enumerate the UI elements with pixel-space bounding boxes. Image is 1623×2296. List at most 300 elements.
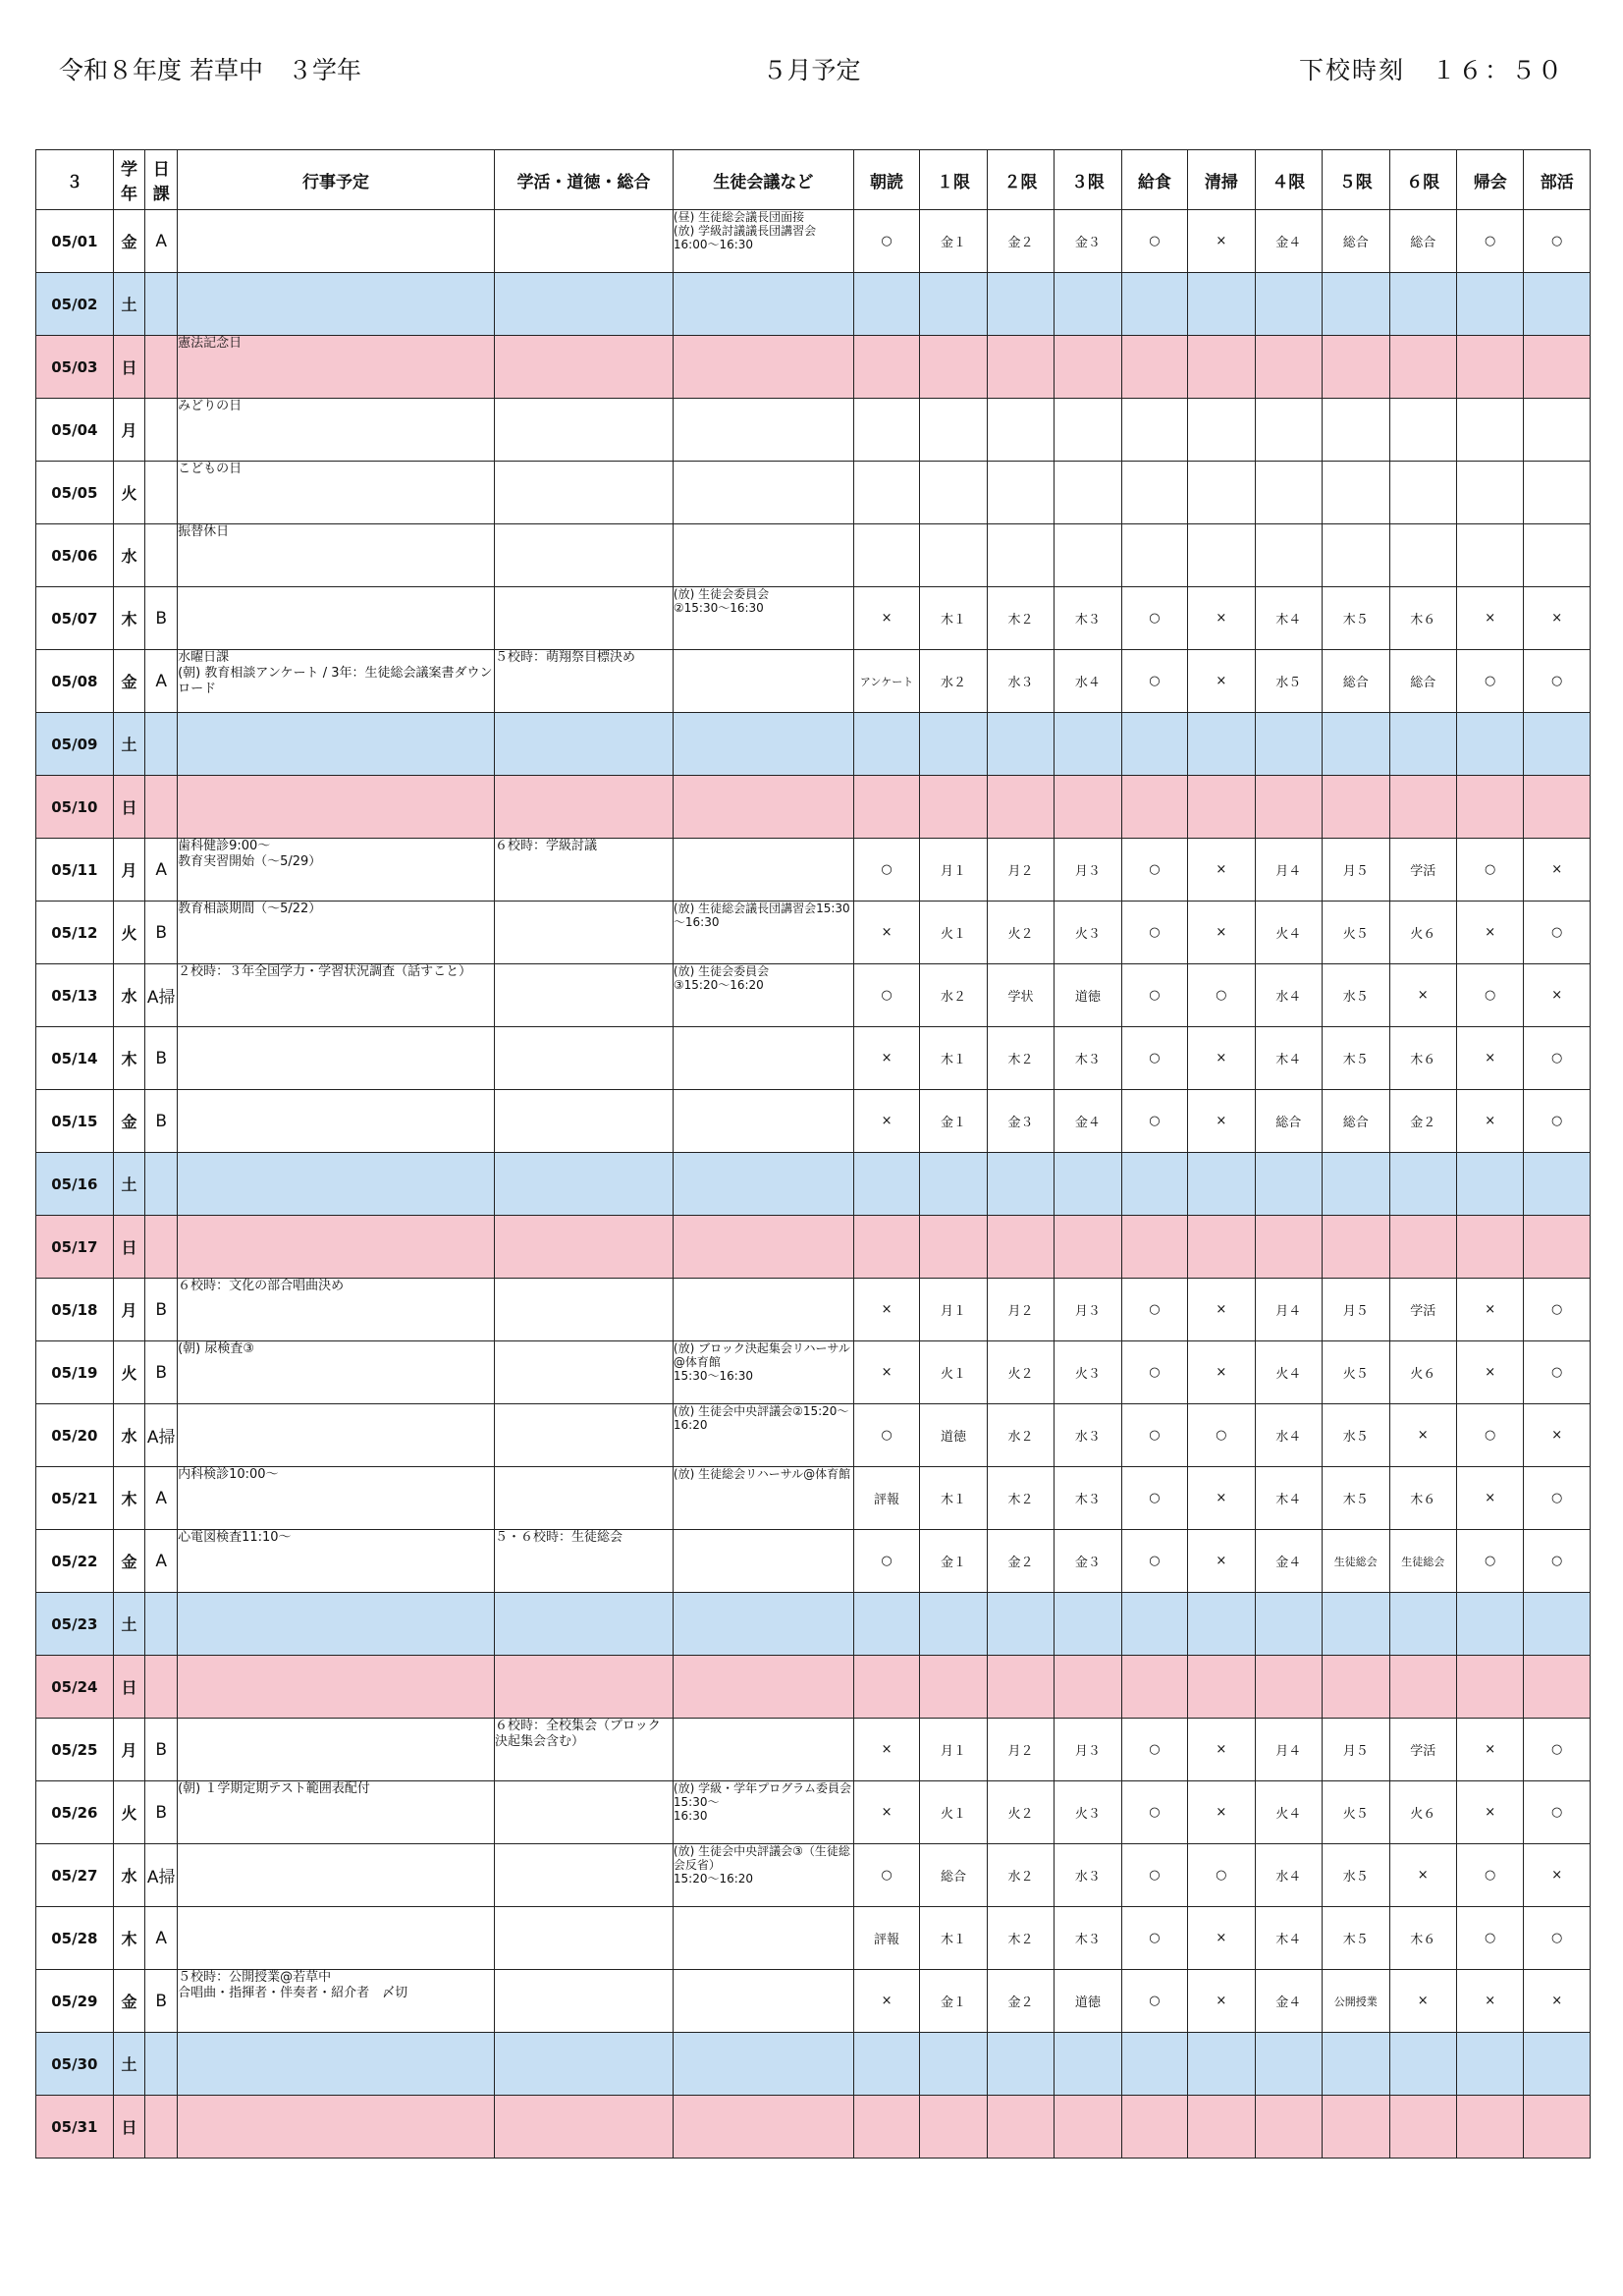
event-cell bbox=[178, 1907, 495, 1970]
date-cell: 05/26 bbox=[36, 1781, 114, 1844]
council-cell bbox=[673, 1593, 853, 1656]
event-cell bbox=[178, 2096, 495, 2159]
event-cell bbox=[178, 1593, 495, 1656]
column-header: 清掃 bbox=[1188, 150, 1255, 210]
weekday-cell: 火 bbox=[113, 1341, 145, 1404]
period-cell bbox=[1389, 2033, 1456, 2096]
period-cell bbox=[1255, 713, 1322, 776]
day-row bbox=[36, 273, 1591, 336]
period-cell bbox=[920, 776, 987, 839]
period-cell: ○ bbox=[1524, 210, 1591, 273]
period-cell bbox=[1121, 462, 1187, 524]
date-cell: 05/27 bbox=[36, 1844, 114, 1907]
period-cell: × bbox=[853, 1781, 919, 1844]
period-cell bbox=[1055, 2096, 1121, 2159]
period-cell: 金１ bbox=[920, 1090, 987, 1153]
column-header: ６限 bbox=[1389, 150, 1456, 210]
weekday-cell: 金 bbox=[113, 650, 145, 713]
date-cell: 05/29 bbox=[36, 1970, 114, 2033]
date-cell: 05/23 bbox=[36, 1593, 114, 1656]
period-cell bbox=[1323, 2033, 1389, 2096]
schedule-type-cell: B bbox=[145, 902, 178, 964]
period-cell: × bbox=[1188, 587, 1255, 650]
period-cell bbox=[987, 2096, 1054, 2159]
period-cell: ○ bbox=[853, 964, 919, 1027]
period-cell bbox=[920, 336, 987, 399]
period-cell: 木２ bbox=[987, 1907, 1054, 1970]
period-cell: 月２ bbox=[987, 1279, 1054, 1341]
period-cell: 水３ bbox=[1055, 1404, 1121, 1467]
period-cell bbox=[1188, 713, 1255, 776]
period-cell bbox=[1255, 2033, 1322, 2096]
class-activity-cell: ６校時：全校集会（ブロック決起集会含む） bbox=[494, 1719, 673, 1781]
period-cell bbox=[987, 1656, 1054, 1719]
class-activity-cell bbox=[494, 524, 673, 587]
period-cell: ○ bbox=[853, 210, 919, 273]
period-cell: × bbox=[1389, 1404, 1456, 1467]
period-cell bbox=[1456, 462, 1523, 524]
column-header: 日課 bbox=[145, 150, 178, 210]
period-cell: 木６ bbox=[1389, 1907, 1456, 1970]
period-cell bbox=[920, 2033, 987, 2096]
period-cell: 木４ bbox=[1255, 587, 1322, 650]
period-cell bbox=[1255, 776, 1322, 839]
period-cell bbox=[1188, 1153, 1255, 1216]
weekday-cell: 水 bbox=[113, 1844, 145, 1907]
schedule-type-cell bbox=[145, 1216, 178, 1279]
schedule-type-cell bbox=[145, 273, 178, 336]
day-row bbox=[36, 1279, 1591, 1341]
period-cell bbox=[853, 713, 919, 776]
period-cell: × bbox=[1188, 839, 1255, 902]
period-cell: 木６ bbox=[1389, 587, 1456, 650]
period-cell: 水２ bbox=[987, 1404, 1054, 1467]
period-cell: 道徳 bbox=[920, 1404, 987, 1467]
period-cell: 水２ bbox=[920, 650, 987, 713]
period-cell bbox=[920, 1593, 987, 1656]
period-cell: 水４ bbox=[1055, 650, 1121, 713]
period-cell bbox=[1323, 524, 1389, 587]
schedule-type-cell: A bbox=[145, 650, 178, 713]
period-cell: 総合 bbox=[920, 1844, 987, 1907]
class-activity-cell: ５・６校時：生徒総会 bbox=[494, 1530, 673, 1593]
council-cell bbox=[673, 524, 853, 587]
period-cell bbox=[1255, 336, 1322, 399]
date-cell: 05/20 bbox=[36, 1404, 114, 1467]
class-activity-cell bbox=[494, 210, 673, 273]
period-cell bbox=[987, 273, 1054, 336]
period-cell bbox=[1055, 336, 1121, 399]
date-cell: 05/17 bbox=[36, 1216, 114, 1279]
period-cell: ○ bbox=[1188, 1404, 1255, 1467]
period-cell: × bbox=[1188, 1341, 1255, 1404]
date-cell: 05/21 bbox=[36, 1467, 114, 1530]
month-title: ５月予定 bbox=[762, 56, 861, 84]
period-cell bbox=[1323, 273, 1389, 336]
class-activity-cell bbox=[494, 1970, 673, 2033]
day-row bbox=[36, 1656, 1591, 1719]
period-cell: 評報 bbox=[853, 1467, 919, 1530]
period-cell: 火４ bbox=[1255, 902, 1322, 964]
event-cell: 教育相談期間（～5/22） bbox=[178, 902, 495, 964]
class-activity-cell bbox=[494, 1341, 673, 1404]
period-cell: 金４ bbox=[1055, 1090, 1121, 1153]
period-cell bbox=[920, 273, 987, 336]
period-cell: ○ bbox=[1121, 1781, 1187, 1844]
period-cell: × bbox=[1456, 902, 1523, 964]
period-cell bbox=[1121, 776, 1187, 839]
event-cell bbox=[178, 713, 495, 776]
period-cell: 総合 bbox=[1323, 1090, 1389, 1153]
period-cell: 金４ bbox=[1255, 210, 1322, 273]
period-cell: 木５ bbox=[1323, 1467, 1389, 1530]
period-cell: ○ bbox=[1524, 650, 1591, 713]
day-row bbox=[36, 2033, 1591, 2096]
period-cell bbox=[987, 1593, 1054, 1656]
period-cell: 総合 bbox=[1323, 650, 1389, 713]
council-cell: (放) 生徒総会議長団講習会15:30～16:30 bbox=[673, 902, 853, 964]
period-cell: 金４ bbox=[1255, 1530, 1322, 1593]
period-cell bbox=[1255, 1656, 1322, 1719]
council-cell bbox=[673, 336, 853, 399]
event-cell bbox=[178, 776, 495, 839]
period-cell bbox=[1524, 1656, 1591, 1719]
period-cell bbox=[1188, 1593, 1255, 1656]
date-cell: 05/14 bbox=[36, 1027, 114, 1090]
period-cell bbox=[1323, 336, 1389, 399]
schedule-type-cell: B bbox=[145, 1970, 178, 2033]
class-activity-cell bbox=[494, 1781, 673, 1844]
period-cell: ○ bbox=[853, 1844, 919, 1907]
period-cell bbox=[1121, 713, 1187, 776]
period-cell bbox=[987, 2033, 1054, 2096]
period-cell: 水４ bbox=[1255, 1404, 1322, 1467]
council-cell bbox=[673, 1907, 853, 1970]
council-cell bbox=[673, 2033, 853, 2096]
period-cell: ○ bbox=[1121, 210, 1187, 273]
period-cell bbox=[1323, 399, 1389, 462]
period-cell: 水５ bbox=[1323, 964, 1389, 1027]
class-activity-cell bbox=[494, 1216, 673, 1279]
period-cell bbox=[1524, 2033, 1591, 2096]
schedule-type-cell: B bbox=[145, 1027, 178, 1090]
period-cell: × bbox=[1188, 1970, 1255, 2033]
event-cell bbox=[178, 2033, 495, 2096]
period-cell: ○ bbox=[1456, 650, 1523, 713]
period-cell: 学活 bbox=[1389, 1279, 1456, 1341]
period-cell: × bbox=[1188, 1530, 1255, 1593]
period-cell: ○ bbox=[1121, 1279, 1187, 1341]
period-cell: 火６ bbox=[1389, 1341, 1456, 1404]
period-cell: × bbox=[853, 1279, 919, 1341]
event-cell bbox=[178, 210, 495, 273]
period-cell bbox=[853, 273, 919, 336]
event-cell bbox=[178, 1090, 495, 1153]
period-cell bbox=[1255, 399, 1322, 462]
weekday-cell: 日 bbox=[113, 2096, 145, 2159]
weekday-cell: 水 bbox=[113, 524, 145, 587]
period-cell: 学活 bbox=[1389, 1719, 1456, 1781]
period-cell bbox=[1255, 462, 1322, 524]
council-cell bbox=[673, 1719, 853, 1781]
day-row bbox=[36, 399, 1591, 462]
weekday-cell: 金 bbox=[113, 1090, 145, 1153]
period-cell: 火２ bbox=[987, 902, 1054, 964]
period-cell bbox=[1389, 1216, 1456, 1279]
period-cell: ○ bbox=[1121, 1404, 1187, 1467]
event-cell bbox=[178, 1719, 495, 1781]
date-cell: 05/01 bbox=[36, 210, 114, 273]
date-cell: 05/08 bbox=[36, 650, 114, 713]
schedule-type-cell: B bbox=[145, 1341, 178, 1404]
period-cell: 月１ bbox=[920, 1719, 987, 1781]
period-cell bbox=[1456, 524, 1523, 587]
period-cell bbox=[1323, 1656, 1389, 1719]
period-cell: ○ bbox=[1121, 964, 1187, 1027]
class-activity-cell bbox=[494, 273, 673, 336]
period-cell: 木３ bbox=[1055, 1467, 1121, 1530]
period-cell: × bbox=[1456, 1781, 1523, 1844]
schedule-type-cell bbox=[145, 776, 178, 839]
period-cell: 月２ bbox=[987, 839, 1054, 902]
council-cell bbox=[673, 399, 853, 462]
period-cell: ○ bbox=[1456, 210, 1523, 273]
period-cell bbox=[1323, 713, 1389, 776]
day-row bbox=[36, 776, 1591, 839]
period-cell bbox=[1524, 1216, 1591, 1279]
event-cell: 内科検診10:00～ bbox=[178, 1467, 495, 1530]
day-row bbox=[36, 524, 1591, 587]
date-cell: 05/11 bbox=[36, 839, 114, 902]
period-cell bbox=[987, 462, 1054, 524]
period-cell: 火４ bbox=[1255, 1781, 1322, 1844]
period-cell: 木１ bbox=[920, 1907, 987, 1970]
period-cell bbox=[1389, 2096, 1456, 2159]
day-row bbox=[36, 1907, 1591, 1970]
period-cell: × bbox=[1524, 1404, 1591, 1467]
weekday-cell: 月 bbox=[113, 839, 145, 902]
period-cell: 木４ bbox=[1255, 1467, 1322, 1530]
period-cell bbox=[987, 399, 1054, 462]
period-cell bbox=[1524, 524, 1591, 587]
weekday-cell: 土 bbox=[113, 2033, 145, 2096]
period-cell: × bbox=[853, 1970, 919, 2033]
date-cell: 05/06 bbox=[36, 524, 114, 587]
period-cell bbox=[1055, 2033, 1121, 2096]
council-cell bbox=[673, 1090, 853, 1153]
day-row bbox=[36, 650, 1591, 713]
period-cell: ○ bbox=[1456, 964, 1523, 1027]
period-cell: 金３ bbox=[987, 1090, 1054, 1153]
period-cell bbox=[1121, 1216, 1187, 1279]
column-header: 帰会 bbox=[1456, 150, 1523, 210]
period-cell bbox=[1389, 1593, 1456, 1656]
period-cell bbox=[987, 713, 1054, 776]
date-cell: 05/30 bbox=[36, 2033, 114, 2096]
period-cell bbox=[920, 1153, 987, 1216]
period-cell: 生徒総会 bbox=[1323, 1530, 1389, 1593]
period-cell: ○ bbox=[1188, 1844, 1255, 1907]
schedule-type-cell: B bbox=[145, 587, 178, 650]
period-cell: 月４ bbox=[1255, 839, 1322, 902]
period-cell: × bbox=[1188, 1781, 1255, 1844]
council-cell bbox=[673, 1279, 853, 1341]
weekday-cell: 日 bbox=[113, 1216, 145, 1279]
period-cell: 木６ bbox=[1389, 1027, 1456, 1090]
class-activity-cell bbox=[494, 1907, 673, 1970]
council-cell: (昼) 生徒総会議長団面接 (放) 学級討議議長団講習会 16:00～16:30 bbox=[673, 210, 853, 273]
period-cell bbox=[1524, 1593, 1591, 1656]
period-cell bbox=[1121, 2096, 1187, 2159]
period-cell: × bbox=[1456, 1279, 1523, 1341]
period-cell: 火３ bbox=[1055, 1781, 1121, 1844]
event-cell bbox=[178, 1153, 495, 1216]
period-cell: 火６ bbox=[1389, 902, 1456, 964]
schedule-type-cell: A掃 bbox=[145, 1844, 178, 1907]
council-cell bbox=[673, 1530, 853, 1593]
day-row bbox=[36, 1404, 1591, 1467]
period-cell: × bbox=[1188, 1719, 1255, 1781]
schedule-type-cell: B bbox=[145, 1090, 178, 1153]
period-cell bbox=[920, 1216, 987, 1279]
period-cell: ○ bbox=[1524, 1027, 1591, 1090]
period-cell bbox=[1188, 399, 1255, 462]
period-cell bbox=[1389, 336, 1456, 399]
period-cell bbox=[1055, 1656, 1121, 1719]
period-cell: 総合 bbox=[1389, 210, 1456, 273]
date-cell: 05/15 bbox=[36, 1090, 114, 1153]
event-cell bbox=[178, 1656, 495, 1719]
period-cell: 木２ bbox=[987, 1467, 1054, 1530]
day-row bbox=[36, 1781, 1591, 1844]
period-cell bbox=[1255, 1153, 1322, 1216]
period-cell bbox=[853, 1153, 919, 1216]
event-cell: 歯科健診9:00～ 教育実習開始（～5/29） bbox=[178, 839, 495, 902]
period-cell bbox=[1323, 1153, 1389, 1216]
weekday-cell: 土 bbox=[113, 1153, 145, 1216]
date-cell: 05/24 bbox=[36, 1656, 114, 1719]
period-cell: × bbox=[1389, 1844, 1456, 1907]
period-cell: ○ bbox=[1121, 1719, 1187, 1781]
class-activity-cell bbox=[494, 1153, 673, 1216]
period-cell: 月３ bbox=[1055, 839, 1121, 902]
class-activity-cell bbox=[494, 336, 673, 399]
period-cell: × bbox=[1456, 1970, 1523, 2033]
class-activity-cell bbox=[494, 2096, 673, 2159]
column-header: 学年 bbox=[113, 150, 145, 210]
council-cell bbox=[673, 273, 853, 336]
weekday-cell: 土 bbox=[113, 713, 145, 776]
period-cell: × bbox=[1524, 1844, 1591, 1907]
period-cell: ○ bbox=[1121, 1090, 1187, 1153]
period-cell bbox=[1055, 399, 1121, 462]
period-cell bbox=[1456, 776, 1523, 839]
class-activity-cell bbox=[494, 1656, 673, 1719]
council-cell bbox=[673, 650, 853, 713]
period-cell: 火１ bbox=[920, 1781, 987, 1844]
event-cell: ２校時：３年全国学力・学習状況調査（話すこと） bbox=[178, 964, 495, 1027]
date-cell: 05/19 bbox=[36, 1341, 114, 1404]
school-year-title: 令和８年度 若草中 ３学年 bbox=[59, 56, 361, 84]
period-cell bbox=[1121, 336, 1187, 399]
council-cell: (放) 生徒会委員会 ②15:30～16:30 bbox=[673, 587, 853, 650]
day-row bbox=[36, 1090, 1591, 1153]
period-cell: × bbox=[1524, 839, 1591, 902]
period-cell: 評報 bbox=[853, 1907, 919, 1970]
period-cell bbox=[1188, 462, 1255, 524]
council-cell bbox=[673, 1970, 853, 2033]
period-cell bbox=[1055, 1153, 1121, 1216]
period-cell: 水２ bbox=[920, 964, 987, 1027]
period-cell: × bbox=[1188, 902, 1255, 964]
period-cell: ○ bbox=[1456, 1530, 1523, 1593]
period-cell bbox=[1055, 1216, 1121, 1279]
period-cell: アンケート bbox=[853, 650, 919, 713]
period-cell: ○ bbox=[1456, 839, 1523, 902]
council-cell bbox=[673, 462, 853, 524]
council-cell: (放) 学級・学年プログラム委員会15:30～ 16:30 bbox=[673, 1781, 853, 1844]
period-cell: × bbox=[853, 902, 919, 964]
period-cell: ○ bbox=[1524, 1530, 1591, 1593]
period-cell: ○ bbox=[1121, 1341, 1187, 1404]
schedule-type-cell: B bbox=[145, 1781, 178, 1844]
period-cell: ○ bbox=[1524, 902, 1591, 964]
day-row bbox=[36, 1844, 1591, 1907]
schedule-type-cell bbox=[145, 336, 178, 399]
period-cell: 道徳 bbox=[1055, 964, 1121, 1027]
period-cell bbox=[987, 776, 1054, 839]
period-cell bbox=[987, 1153, 1054, 1216]
class-activity-cell bbox=[494, 587, 673, 650]
weekday-cell: 日 bbox=[113, 1656, 145, 1719]
period-cell: ○ bbox=[1121, 902, 1187, 964]
period-cell bbox=[1456, 1656, 1523, 1719]
period-cell bbox=[1188, 1216, 1255, 1279]
period-cell: 金２ bbox=[987, 1970, 1054, 2033]
event-cell: ５校時：公開授業@若草中 合唱曲・指揮者・伴奏者・紹介者 〆切 bbox=[178, 1970, 495, 2033]
period-cell bbox=[1255, 1216, 1322, 1279]
weekday-cell: 月 bbox=[113, 399, 145, 462]
date-cell: 05/04 bbox=[36, 399, 114, 462]
period-cell: 公開授業 bbox=[1323, 1970, 1389, 2033]
event-cell: ６校時：文化の部合唱曲決め bbox=[178, 1279, 495, 1341]
period-cell: 金２ bbox=[1389, 1090, 1456, 1153]
schedule-type-cell: A掃 bbox=[145, 964, 178, 1027]
period-cell bbox=[1456, 336, 1523, 399]
weekday-cell: 日 bbox=[113, 336, 145, 399]
period-cell: × bbox=[1389, 964, 1456, 1027]
period-cell: ○ bbox=[1121, 587, 1187, 650]
weekday-cell: 金 bbox=[113, 210, 145, 273]
weekday-cell: 月 bbox=[113, 1279, 145, 1341]
column-header: 学活・道徳・総合 bbox=[494, 150, 673, 210]
council-cell bbox=[673, 1656, 853, 1719]
period-cell: ○ bbox=[1188, 964, 1255, 1027]
period-cell bbox=[920, 399, 987, 462]
period-cell: 木４ bbox=[1255, 1907, 1322, 1970]
period-cell: 木４ bbox=[1255, 1027, 1322, 1090]
weekday-cell: 火 bbox=[113, 902, 145, 964]
weekday-cell: 土 bbox=[113, 273, 145, 336]
period-cell: ○ bbox=[1121, 1530, 1187, 1593]
class-activity-cell bbox=[494, 902, 673, 964]
event-cell bbox=[178, 587, 495, 650]
date-cell: 05/18 bbox=[36, 1279, 114, 1341]
period-cell bbox=[1055, 462, 1121, 524]
period-cell bbox=[920, 713, 987, 776]
schedule-type-cell: A bbox=[145, 839, 178, 902]
column-header: １限 bbox=[920, 150, 987, 210]
